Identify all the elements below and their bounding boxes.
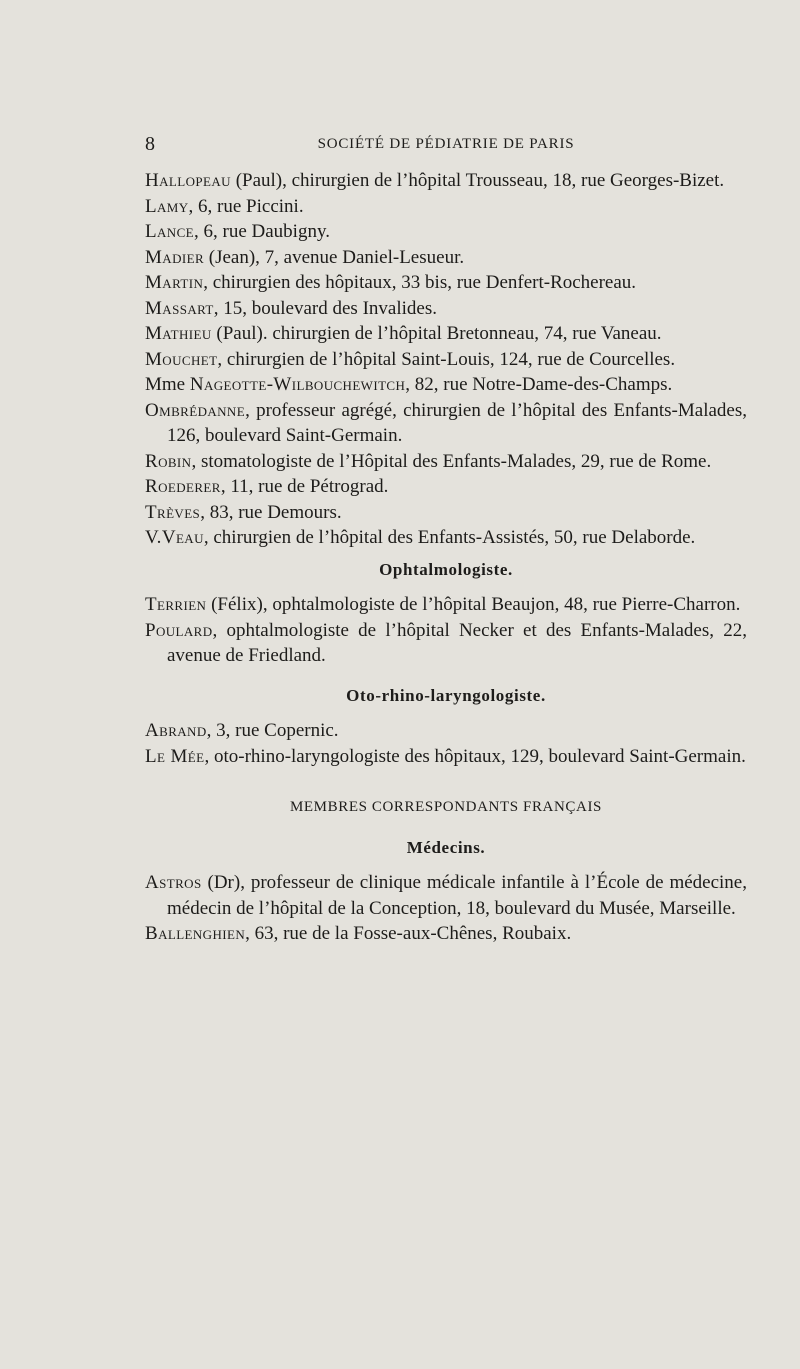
member-name: Trèves — [145, 501, 201, 523]
member-details: , 6, rue Daubigny. — [194, 221, 330, 242]
section-title-ophtalmologiste: Ophtalmologiste. — [379, 559, 513, 579]
member-name: Poulard — [145, 619, 213, 641]
member-name: Massart — [145, 297, 214, 319]
member-name: Abrand — [145, 720, 207, 741]
member-name: Terrien — [145, 594, 207, 615]
member-name: V.Veau — [145, 527, 204, 548]
member-entry — [145, 618, 747, 669]
page-header — [145, 130, 747, 158]
member-details: , 6, rue Piccini. — [188, 195, 304, 217]
member-entry — [145, 347, 747, 373]
member-name: Martin — [145, 272, 204, 293]
member-entry — [145, 500, 747, 526]
member-prefix: Mme — [145, 374, 190, 395]
member-entry — [145, 592, 747, 618]
member-name: Mathieu — [145, 323, 212, 344]
member-entry — [145, 870, 747, 921]
member-details: , stomatologiste de l’Hôpital des Enfants-Malades, 29, rue de Rome. — [191, 450, 712, 472]
member-entry — [145, 474, 747, 500]
member-details: , 11, rue de Pétrograd. — [220, 476, 389, 497]
member-entry — [145, 744, 747, 770]
member-name: Mouchet — [145, 348, 218, 370]
member-entry — [145, 449, 747, 475]
section-title-oto-rhino: Oto-rhino-laryngologiste. — [346, 685, 546, 705]
member-entry — [145, 921, 747, 947]
member-details: , 3, rue Copernic. — [206, 720, 339, 741]
member-name: Ombrédanne — [145, 399, 246, 421]
member-entry — [145, 718, 747, 744]
member-name: Nageotte-Wilbouchewitch — [189, 374, 406, 395]
member-details: , ophtalmologiste de l’hôpital Necker et des Enfants-Malades, 22, avenue de Friedland. — [167, 619, 747, 666]
oto-rhino-list — [145, 718, 747, 769]
member-details: (Félix), ophtalmologiste de l’hôpital Beaujon, 48, rue Pierre-Charron. — [206, 594, 741, 615]
member-list — [145, 168, 747, 947]
member-details: , 82, rue Notre-Dame-des-Champs. — [405, 374, 673, 395]
member-name: Astros — [145, 872, 202, 893]
member-details: , professeur agrégé, chirurgien de l’hôpital des Enfants-Malades, 126, boulevard Saint-Germain. — [167, 399, 747, 446]
running-title: SOCIÉTÉ DE PÉDIATRIE DE PARIS — [317, 136, 575, 152]
member-entry — [145, 219, 747, 245]
member-entry — [145, 245, 747, 271]
member-details: , 15, boulevard des Invalides. — [213, 297, 437, 319]
medecins-list — [145, 870, 747, 947]
ophtalmologiste-list — [145, 592, 747, 669]
member-entry — [145, 372, 747, 398]
member-name: Madier — [145, 246, 205, 268]
surgeons-list — [145, 168, 747, 551]
member-entry — [145, 525, 747, 551]
member-entry — [145, 168, 747, 194]
member-name: Roederer — [145, 476, 221, 497]
member-name: Le Mée — [145, 745, 205, 767]
member-details: (Paul). chirurgien de l’hôpital Bretonneau, 74, rue Vaneau. — [211, 323, 662, 344]
member-name: Lance — [145, 221, 194, 242]
member-entry — [145, 296, 747, 322]
member-details: (Dr), professeur de clinique médicale infantile à l’École de médecine, médecin de l’hôpital de la Conception, 18, boulevard du Musée, Marseille. — [167, 872, 747, 919]
member-name: Lamy — [145, 195, 189, 217]
page-number: 8 — [145, 133, 155, 155]
member-details: , 63, rue de la Fosse-aux-Chênes, Roubaix. — [245, 923, 572, 944]
member-entry — [145, 270, 747, 296]
member-entry — [145, 398, 747, 449]
member-details: , 83, rue Demours. — [200, 501, 342, 523]
member-name: Robin — [145, 450, 192, 472]
member-details: (Jean), 7, avenue Daniel-Lesueur. — [204, 246, 465, 268]
member-name: Hallopeau — [145, 170, 231, 191]
member-entry — [145, 194, 747, 220]
member-details: (Paul), chirurgien de l’hôpital Trousseau, 18, rue Georges-Bizet. — [230, 170, 725, 191]
member-entry — [145, 321, 747, 347]
member-details: , oto-rhino-laryngologiste des hôpitaux, 129, boulevard Saint-Germain. — [204, 745, 746, 767]
member-details: , chirurgien des hôpitaux, 33 bis, rue Denfert-Rochereau. — [203, 272, 637, 293]
group-title-correspondants: MEMBRES CORRESPONDANTS FRANÇAIS — [289, 799, 602, 815]
section-title-medecins: Médecins. — [406, 837, 486, 857]
member-name: Ballenghien — [145, 923, 246, 944]
member-details: , chirurgien de l’hôpital Saint-Louis, 124, rue de Courcelles. — [217, 348, 676, 370]
member-details: , chirurgien de l’hôpital des Enfants-Assistés, 50, rue Delaborde. — [203, 527, 696, 548]
